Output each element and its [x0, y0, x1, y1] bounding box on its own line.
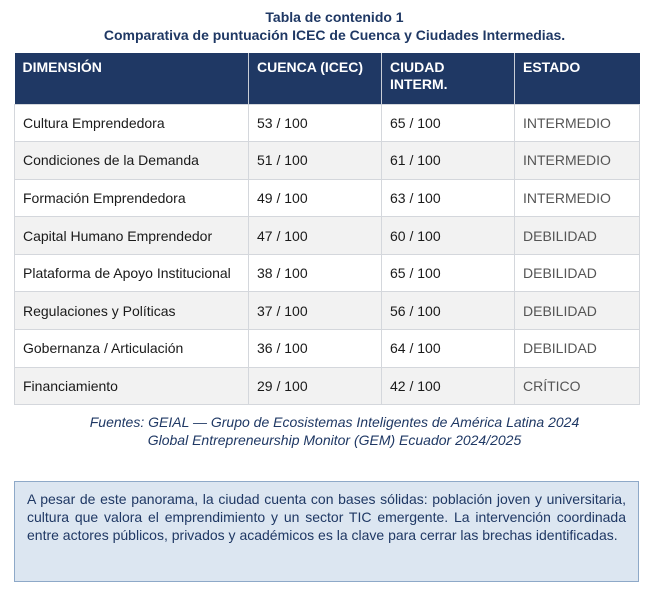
- cell-cuenca: 51 / 100: [249, 142, 382, 180]
- cell-ciudad-interm: 56 / 100: [382, 292, 515, 330]
- cell-ciudad-interm: 60 / 100: [382, 217, 515, 255]
- table-row: [15, 179, 640, 217]
- cell-dimension: Regulaciones y Políticas: [15, 292, 249, 330]
- header-cuenca: CUENCA (ICEC): [249, 53, 382, 104]
- callout-box: [14, 481, 639, 582]
- cell-ciudad-interm: 65 / 100: [382, 254, 515, 292]
- cell-dimension: Gobernanza / Articulación: [15, 330, 249, 368]
- cell-estado: INTERMEDIO: [515, 104, 640, 142]
- cell-dimension: Financiamiento: [15, 367, 249, 405]
- cell-cuenca: 49 / 100: [249, 179, 382, 217]
- cell-estado: INTERMEDIO: [515, 142, 640, 180]
- header-ciudad-interm: CIUDAD INTERM.: [382, 53, 515, 104]
- cell-cuenca: 38 / 100: [249, 254, 382, 292]
- cell-estado: INTERMEDIO: [515, 179, 640, 217]
- caption-subtitle: Comparativa de puntuación ICEC de Cuenca y Ciudades Intermedias.: [103, 27, 566, 43]
- table-row: [15, 292, 640, 330]
- cell-estado: DEBILIDAD: [515, 330, 640, 368]
- cell-dimension: Condiciones de la Demanda: [15, 142, 249, 180]
- sources-line-1: Fuentes: GEIAL — Grupo de Ecosistemas Inteligentes de América Latina 2024: [89, 414, 580, 430]
- table-header-row: [15, 53, 640, 104]
- header-dimension: DIMENSIÓN: [15, 53, 249, 104]
- table-row: [15, 367, 640, 405]
- cell-cuenca: 53 / 100: [249, 104, 382, 142]
- cell-cuenca: 37 / 100: [249, 292, 382, 330]
- cell-cuenca: 47 / 100: [249, 217, 382, 255]
- cell-ciudad-interm: 61 / 100: [382, 142, 515, 180]
- table-row: [15, 142, 640, 180]
- table-row: [15, 330, 640, 368]
- cell-cuenca: 36 / 100: [249, 330, 382, 368]
- table-row: [15, 104, 640, 142]
- cell-ciudad-interm: 63 / 100: [382, 179, 515, 217]
- cell-dimension: Cultura Emprendedora: [15, 104, 249, 142]
- cell-estado: DEBILIDAD: [515, 254, 640, 292]
- cell-estado: DEBILIDAD: [515, 292, 640, 330]
- cell-dimension: Capital Humano Emprendedor: [15, 217, 249, 255]
- cell-dimension: Plataforma de Apoyo Institucional: [15, 254, 249, 292]
- sources-line-2: Global Entrepreneurship Monitor (GEM) Ecuador 2024/2025: [147, 432, 522, 448]
- caption-title: Tabla de contenido 1: [265, 9, 404, 25]
- sources-note: [0, 413, 669, 449]
- cell-estado: DEBILIDAD: [515, 217, 640, 255]
- comparison-table: [14, 53, 640, 405]
- cell-ciudad-interm: 65 / 100: [382, 104, 515, 142]
- table-caption: [0, 8, 669, 44]
- cell-dimension: Formación Emprendedora: [15, 179, 249, 217]
- cell-ciudad-interm: 64 / 100: [382, 330, 515, 368]
- table-row: [15, 217, 640, 255]
- cell-ciudad-interm: 42 / 100: [382, 367, 515, 405]
- callout-text: A pesar de este panorama, la ciudad cuenta con bases sólidas: población joven y universitaria, cultura que valora el emprendimiento y un sector TIC emergente. La intervención coordinada entre actores públicos, privados y académicos es la clave para cerrar las brechas identificadas.: [27, 491, 626, 543]
- header-estado: ESTADO: [515, 53, 640, 104]
- table-row: [15, 254, 640, 292]
- cell-cuenca: 29 / 100: [249, 367, 382, 405]
- cell-estado: CRÍTICO: [515, 367, 640, 405]
